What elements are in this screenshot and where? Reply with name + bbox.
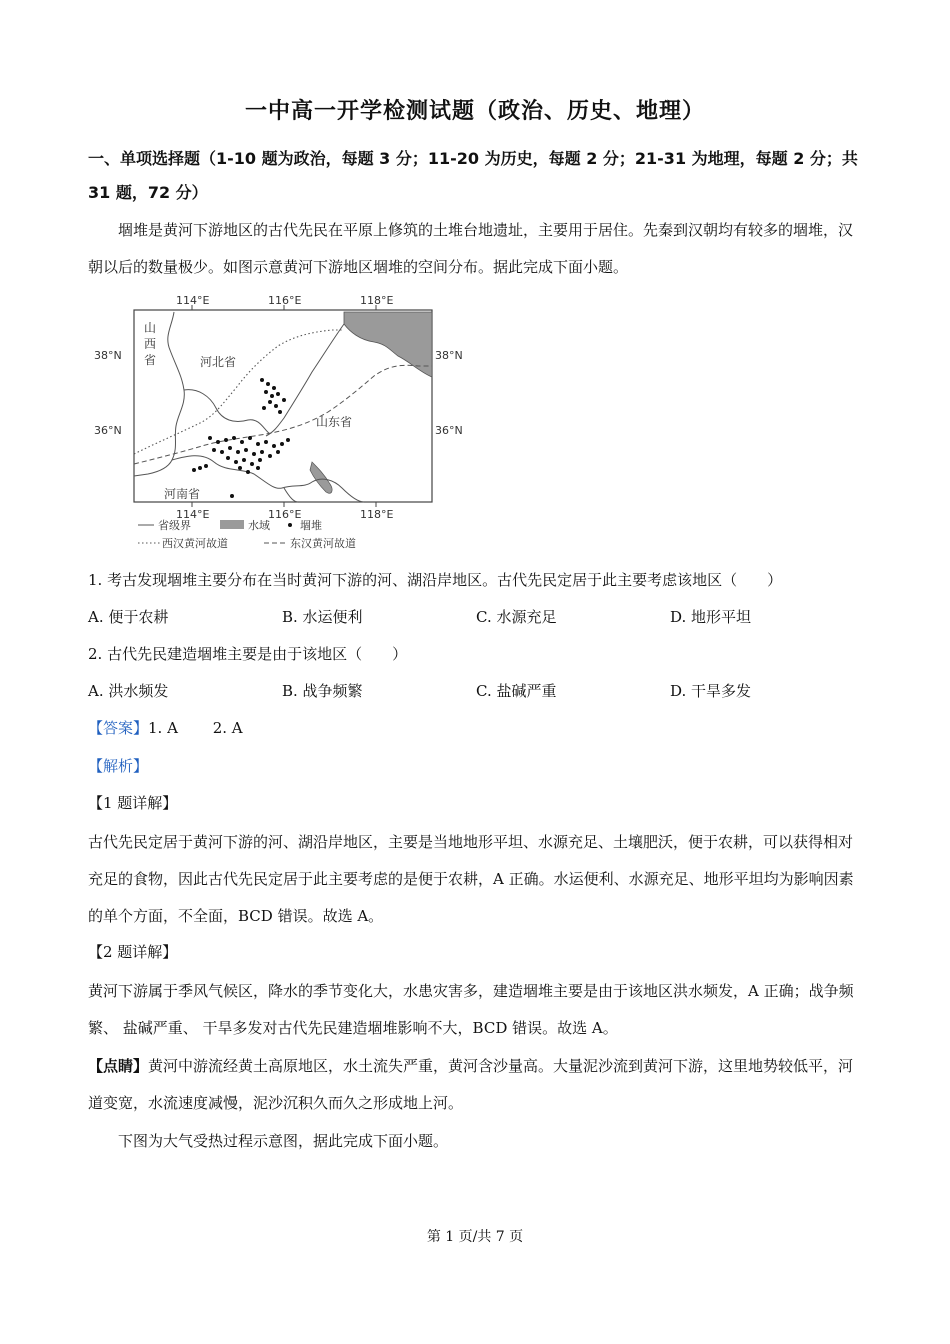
- answer-line: [88, 716, 243, 740]
- lat-right-38: 38°N: [435, 349, 463, 362]
- legend-mound-label: 堌堆: [300, 519, 322, 532]
- tip-label: 【点睛】: [88, 1057, 149, 1075]
- analysis-label: 【解析】: [88, 757, 149, 775]
- lon-bottom-118: 118°E: [360, 508, 394, 521]
- label-henan: 河南省: [164, 487, 201, 501]
- detail-2-text: 黄河下游属于季风气候区，降水的季节变化大，水患灾害多，建造堌堆主要是由于该地区洪水频发，A 正确；战争频繁、 盐碱严重、 干旱多发对古代先民建造堌堆影响不大，BCD 错误。故选 A。: [88, 982, 854, 1037]
- yellow-river-mound-map: [94, 292, 463, 554]
- section-heading: 一、单项选择题（1-10 题为政治，每题 3 分；11-20 为历史，每题 2 分；21-31 为地理，每题 2 分；共 31 题，72 分）: [88, 149, 858, 202]
- tip-text: 黄河中游流经黄土高原地区，水土流失严重，黄河含沙量高。大量泥沙流到黄河下游，这里地势较低平，河道变宽，水流速度减慢，泥沙沉积久而久之形成地上河。: [88, 1057, 854, 1112]
- q1-option-c: C. 水源充足: [476, 608, 557, 626]
- label-shanxi-2: 西: [144, 337, 157, 351]
- legend-east-han-label: 东汉黄河故道: [290, 537, 356, 550]
- q2-option-b: B. 战争频繁: [282, 682, 363, 700]
- legend-border-label: 省级界: [158, 519, 191, 532]
- weishan-lake: [310, 462, 332, 493]
- lon-bottom-114: 114°E: [176, 508, 210, 521]
- east-han-river: [134, 365, 432, 464]
- legend-mound-swatch: [288, 523, 292, 527]
- answer-label: 【答案】: [88, 719, 149, 737]
- lon-bottom-116: 116°E: [268, 508, 302, 521]
- page-title: 一中高一开学检测试题（政治、历史、地理）: [244, 99, 705, 124]
- label-shandong: 山东省: [316, 415, 353, 429]
- lat-right-36: 36°N: [435, 424, 463, 437]
- q1-option-b: B. 水运便利: [282, 608, 363, 626]
- answer-text: 1. A 2. A: [148, 719, 243, 737]
- lon-top-114: 114°E: [176, 294, 210, 307]
- legend-water-swatch: [220, 520, 244, 529]
- q1-option-a: A. 便于农耕: [88, 608, 169, 626]
- q2-option-c: C. 盐碱严重: [476, 682, 557, 700]
- detail-1-text: 古代先民定居于黄河下游的河、湖沿岸地区，主要是当地地形平坦、水源充足、土壤肥沃，便于农耕，可以获得相对充足的食物，因此古代先民定居于此主要考虑的是便于农耕，A 正确。水运便利、水源充足、地形平坦均为影响因素的单个方面，不全面，BCD 错误。故选 A。: [88, 833, 854, 925]
- label-hebei: 河北省: [200, 355, 237, 369]
- tip-paragraph: [88, 1048, 864, 1122]
- west-han-river: [134, 330, 344, 454]
- page-footer: 第 1 页/共 7 页: [426, 1229, 524, 1245]
- detail-2-label: 【2 题详解】: [88, 943, 178, 961]
- q2-option-d: D. 干旱多发: [670, 682, 752, 700]
- q1-option-d: D. 地形平坦: [670, 608, 752, 626]
- label-shanxi-3: 省: [144, 353, 157, 367]
- lat-left-38: 38°N: [94, 349, 122, 362]
- q2-option-a: A. 洪水频发: [88, 682, 169, 700]
- next-intro: 下图为大气受热过程示意图，据此完成下面小题。: [118, 1132, 449, 1150]
- legend-west-han-label: 西汉黄河故道: [162, 537, 228, 550]
- detail-1-label: 【1 题详解】: [88, 794, 178, 812]
- label-shanxi-1: 山: [144, 321, 157, 335]
- question-2-stem: 2. 古代先民建造堌堆主要是由于该地区（ ）: [88, 645, 408, 663]
- bohai-sea: [344, 312, 432, 377]
- question-1-stem: 1. 考古发现堌堆主要分布在当时黄河下游的河、湖沿岸地区。古代先民定居于此主要考虑该地区（ ）: [88, 571, 783, 589]
- intro-paragraph: 堌堆是黄河下游地区的古代先民在平原上修筑的土堆台地遗址，主要用于居住。先秦到汉朝均有较多的堌堆，汉朝以后的数量极少。如图示意黄河下游地区堌堆的空间分布。据此完成下面小题。: [88, 221, 854, 276]
- henan-border: [172, 456, 364, 502]
- lat-left-36: 36°N: [94, 424, 122, 437]
- shanxi-border: [134, 312, 184, 476]
- lon-top-118: 118°E: [360, 294, 394, 307]
- hebei-shandong-border: [184, 390, 270, 434]
- lon-top-116: 116°E: [268, 294, 302, 307]
- legend-water-label: 水域: [248, 519, 270, 532]
